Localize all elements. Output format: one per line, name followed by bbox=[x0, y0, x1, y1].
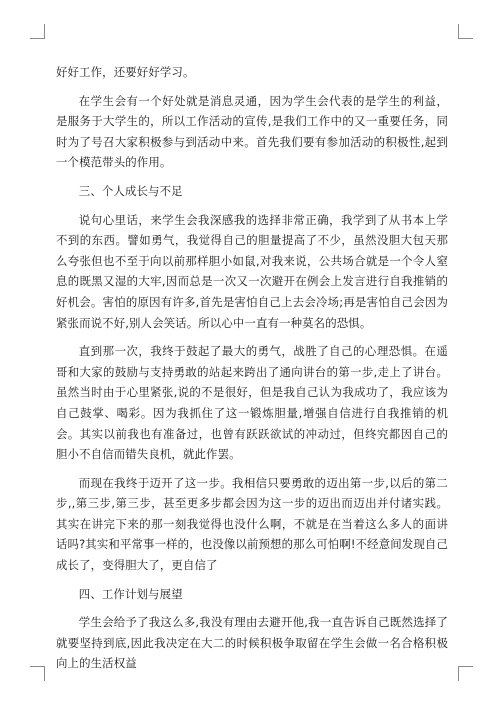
paragraph-student-union-benefits: 在学生会有一个好处就是消息灵通，因为学生会代表的是学生的利益，是服务于大学生的，所以工作活动的宣传,是我们工作中的又一重要任务，同时为了号召大家积极参与到活动中来。首先我们要有参加活动的积极性,起到一个模范带头的作用。 bbox=[56, 93, 448, 170]
crop-mark-bottom-left bbox=[30, 666, 45, 681]
crop-mark-top-right bbox=[458, 24, 473, 39]
section-heading-work-plan: 四、工作计划与展望 bbox=[78, 586, 183, 601]
document-body bbox=[56, 62, 448, 674]
crop-mark-bottom-right bbox=[458, 666, 473, 681]
paragraph-courage: 说句心里话，来学生会我深感我的选择非常正确，我学到了从书本上学不到的东西。譬如勇气，我觉得自己的胆量提高了不少，虽然没胆大包天那么夸张但也不至于向以前那样胆小如鼠,对我来说，公共场合就是一个令人窒息的既黑又湿的大牢,因而总是一次又一次避开在例会上发言进行自我推销的好机会。害怕的原因有许多,首先是害怕自己上去会冷场;再是害怕自己会因为紧张而说不好,别人会笑话。所以心中一直有一种莫名的恐惧。 bbox=[56, 212, 448, 330]
paragraph-first-step: 而现在我终于迈开了这一步。我相信只要勇敢的迈出第一步,以后的第二步,,第三步,第三步，甚至更多步都会因为这一步的迈出而迈出并付诸实践。其实在讲完下来的那一刻我觉得也没什么啊，不就是在当着这么多人的面讲话吗?其实和平常事一样的，也没像以前预想的那么可怕啊!不经意间发现自己成长了，变得胆大了，更自信了 bbox=[56, 475, 448, 573]
crop-mark-top-left bbox=[30, 24, 45, 39]
paragraph-future-plan: 学生会给予了我这么多,我没有理由去避开他,我一直告诉自己既然选择了就要坚持到底,因此我决定在大二的时候积极争取留在学生会做一名合格积极向上的生活权益 bbox=[56, 615, 448, 671]
paragraph-work-study: 好好工作，还要好好学习。 bbox=[56, 65, 195, 79]
paragraph-first-speech: 直到那一次，我终于鼓起了最大的勇气，战胜了自己的心理恐惧。在遥哥和大家的鼓励与支持勇敢的站起来跨出了通向讲台的第一步,走上了讲台。虽然当时由于心里紧张,说的不是很好，但是我自己认为我成功了，我应该为自己鼓掌、喝彩。因为我抓住了这一锻炼胆量,增强自信进行自我推销的机会。其实以前我也有准备过，也曾有跃跃欲试的冲动过，但终究都因自己的胆小不自信而错失良机，就此作罢。 bbox=[56, 344, 448, 462]
section-heading-personal-growth: 三、个人成长与不足 bbox=[78, 183, 183, 198]
